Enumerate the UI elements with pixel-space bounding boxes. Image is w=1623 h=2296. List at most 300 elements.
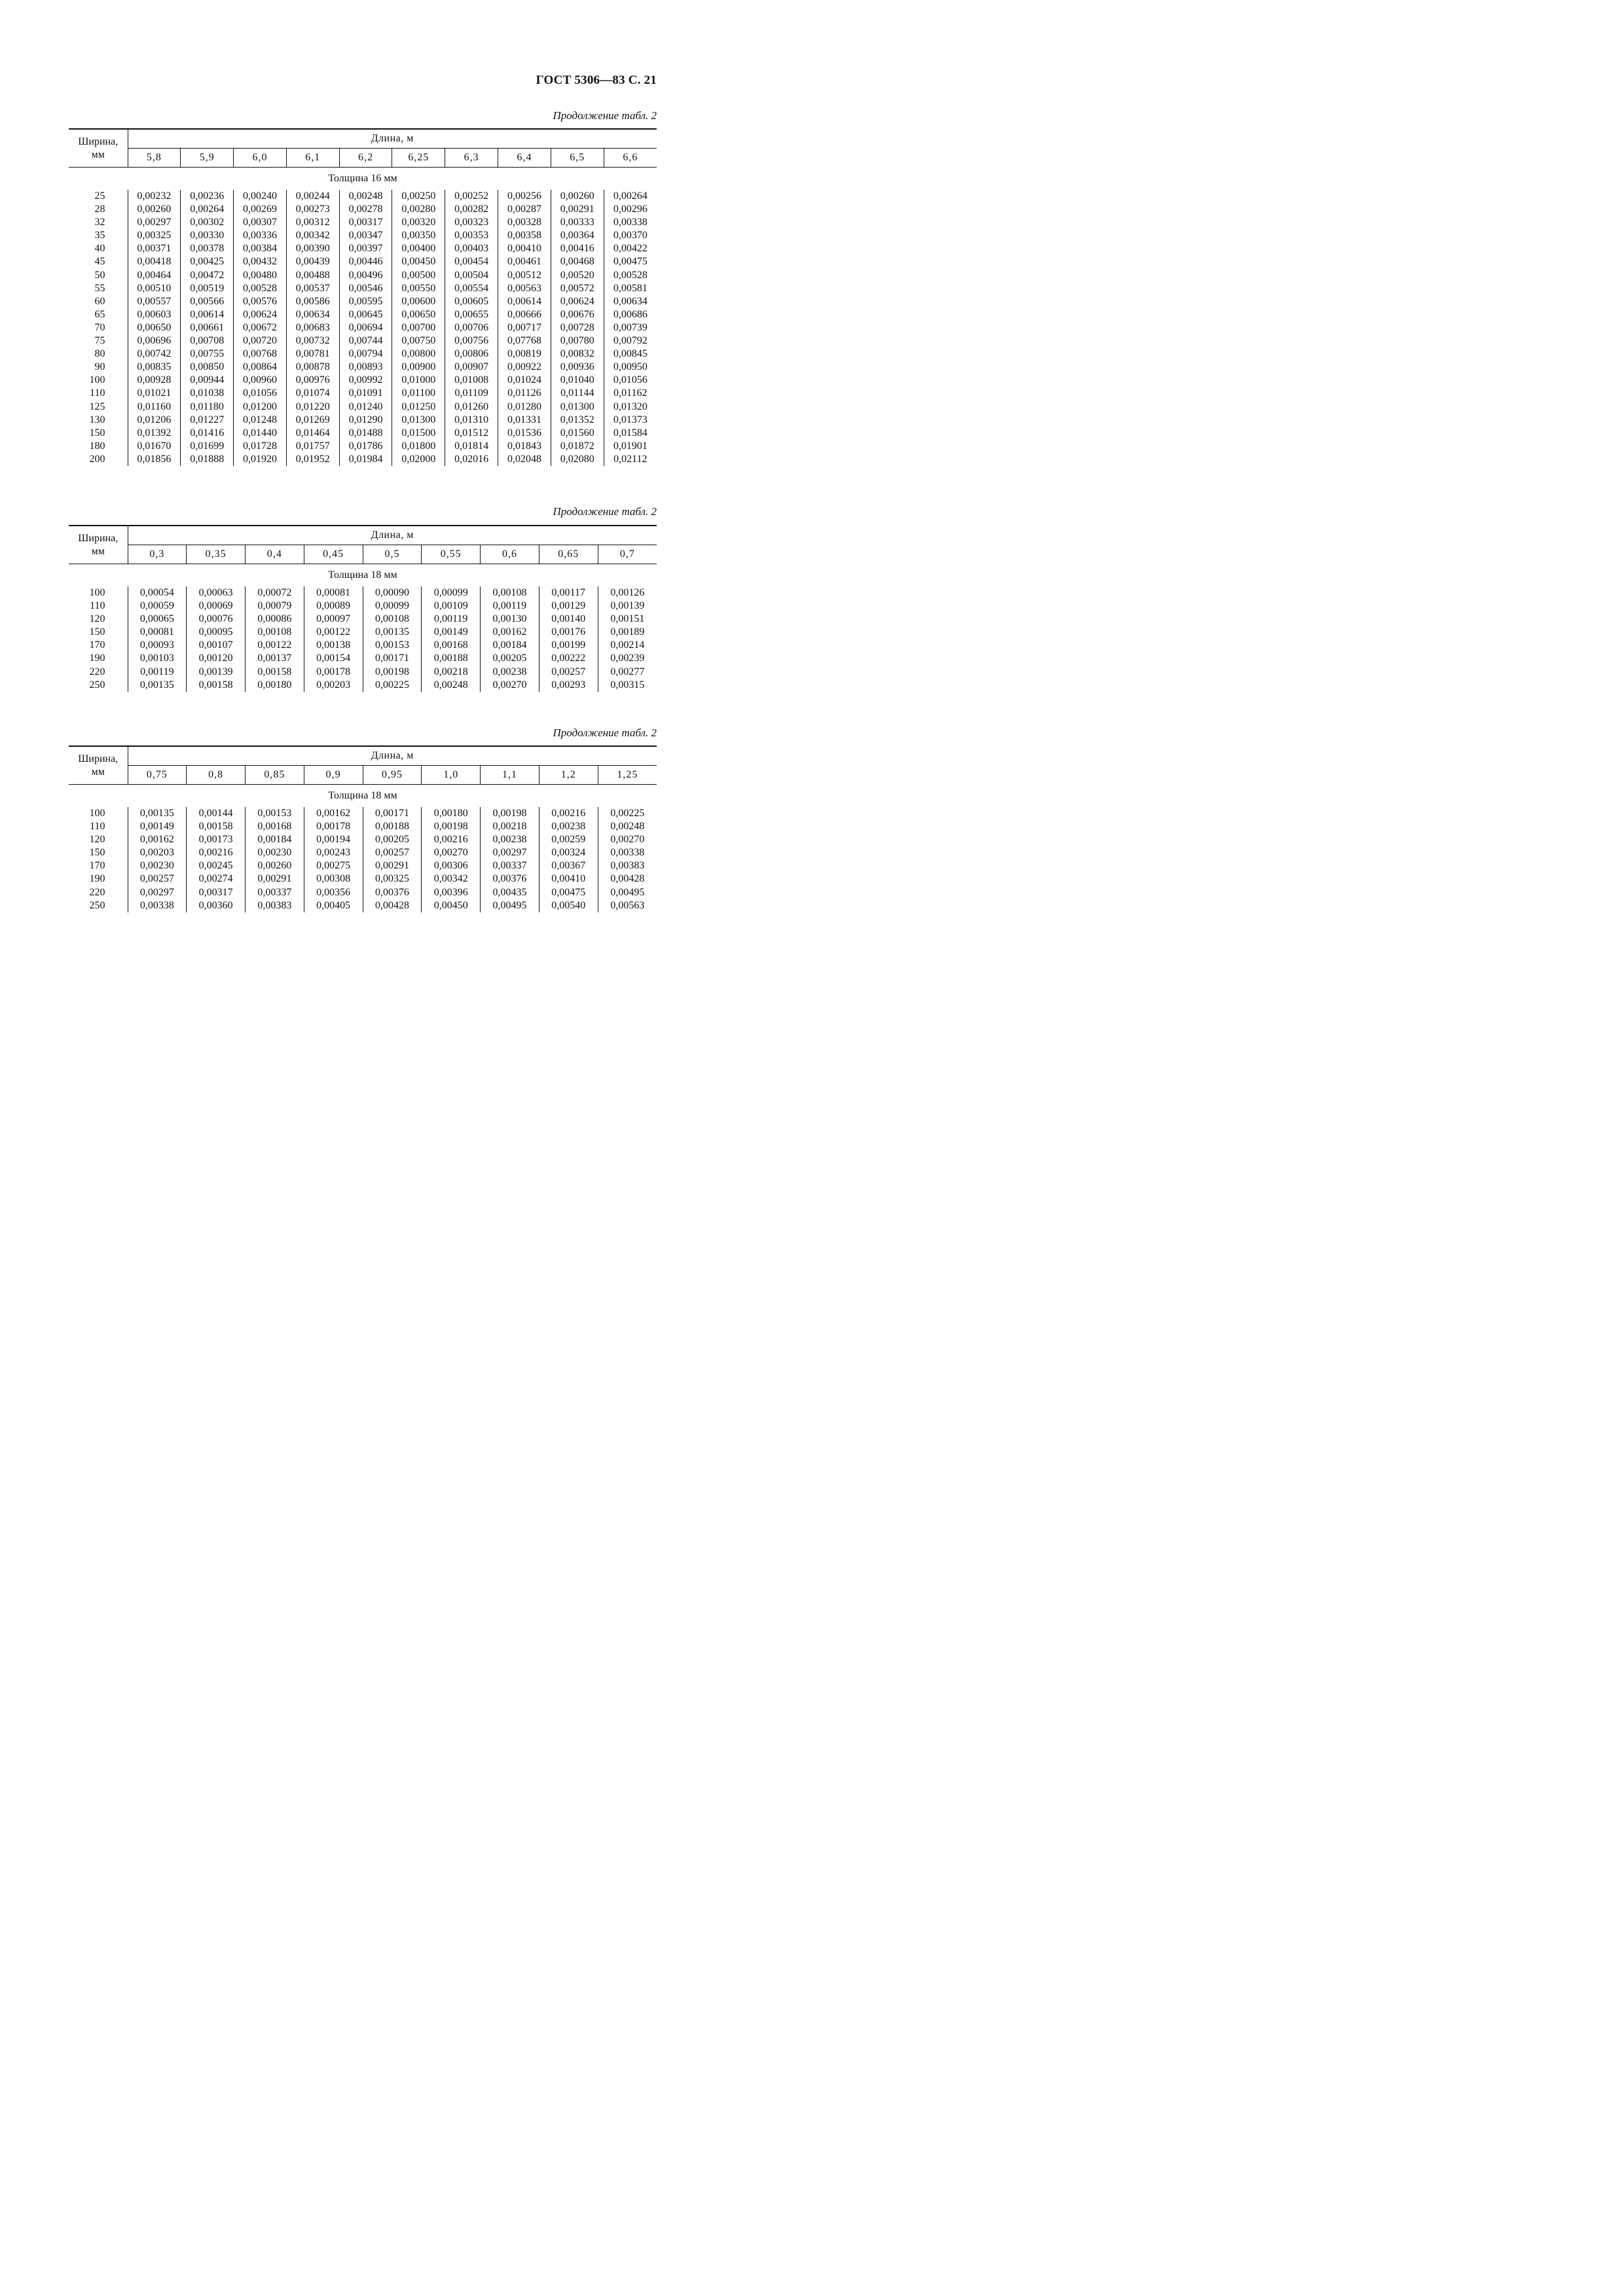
table-cell: 0,01856 [137, 453, 172, 465]
width-value: 100 [89, 808, 105, 819]
length-value: 6,2 [339, 149, 392, 168]
table-cell: 0,00218 [433, 666, 468, 677]
width-value: 65 [94, 308, 105, 320]
table-cell: 0,00270 [433, 847, 468, 859]
table-cell: 0,01984 [348, 453, 383, 465]
table-cell: 0,00252 [454, 190, 489, 202]
table-cell: 0,00259 [551, 834, 586, 846]
table-cell: 0,00153 [374, 639, 409, 651]
table-cell: 0,00325 [374, 873, 409, 885]
width-value: 120 [89, 834, 105, 846]
width-column [69, 807, 128, 912]
table-cell: 0,00256 [507, 190, 541, 202]
table-cell: 0,00168 [433, 639, 468, 651]
value-column [363, 586, 422, 692]
table-cell: 0,00676 [560, 308, 594, 320]
table-cell: 0,00907 [454, 361, 489, 373]
table-cell: 0,01757 [295, 440, 330, 452]
table-cell: 0,00240 [242, 190, 277, 202]
value-column [551, 190, 604, 466]
table-cell: 0,00122 [257, 639, 292, 651]
table-cell: 0,00425 [190, 256, 225, 268]
table-cell: 0,00756 [454, 335, 489, 347]
table-cell: 0,00454 [454, 256, 489, 268]
length-value: 0,45 [304, 545, 363, 564]
table-cell: 0,02080 [560, 453, 594, 465]
table-cell: 0,00063 [198, 587, 233, 598]
table-cell: 0,00405 [316, 899, 351, 911]
table-cell: 0,00151 [610, 613, 645, 625]
table-cell: 0,00367 [551, 860, 586, 872]
table-cell: 0,00297 [137, 217, 172, 228]
table-cell: 0,00845 [613, 348, 647, 360]
table-cell: 0,00376 [374, 886, 409, 898]
data-table [69, 745, 657, 912]
table-cell: 0,01040 [560, 374, 594, 386]
table-cell: 0,00119 [434, 613, 468, 625]
table-cell: 0,00439 [295, 256, 330, 268]
width-value: 150 [89, 626, 105, 638]
table-cell: 0,00171 [374, 653, 409, 664]
table-cell: 0,01728 [242, 440, 277, 452]
table-cell: 0,00324 [551, 847, 586, 859]
table-cell: 0,00732 [295, 335, 330, 347]
table-cell: 0,01008 [454, 374, 489, 386]
table-cell: 0,00198 [492, 808, 527, 819]
thickness-label: Толщина 18 мм [328, 790, 397, 801]
thickness-label: Толщина 16 мм [328, 173, 397, 184]
table-cell: 0,00519 [190, 282, 225, 294]
length-value: 0,75 [128, 766, 187, 785]
table-cell: 0,00960 [242, 374, 277, 386]
width-value: 180 [89, 440, 105, 452]
table-cell: 0,01488 [348, 427, 383, 439]
width-column [69, 190, 128, 466]
table-cell: 0,00277 [610, 666, 645, 677]
table-cell: 0,00250 [401, 190, 436, 202]
table-cell: 0,00390 [295, 243, 330, 255]
width-value: 28 [94, 204, 105, 215]
table-cell: 0,00109 [433, 600, 468, 612]
width-value: 40 [94, 243, 105, 255]
table-cell: 0,00126 [610, 587, 645, 598]
width-value: 75 [94, 335, 105, 347]
table-cell: 0,00832 [560, 348, 594, 360]
value-column [539, 586, 598, 692]
table-cell: 0,00081 [139, 626, 174, 638]
value-column [304, 807, 363, 912]
table-cell: 0,00356 [316, 886, 351, 898]
table-cell: 0,00260 [560, 190, 594, 202]
table-cell: 0,00184 [492, 639, 527, 651]
table-cell: 0,01392 [137, 427, 172, 439]
table-cell: 0,00171 [374, 808, 409, 819]
table-cell: 0,00396 [433, 886, 468, 898]
table-cell: 0,00347 [348, 230, 383, 242]
table-cell: 0,00358 [507, 230, 541, 242]
table-cell: 0,00600 [401, 295, 436, 307]
table-cell: 0,00274 [198, 873, 233, 885]
table-cell: 0,01000 [401, 374, 436, 386]
width-value: 220 [89, 886, 105, 898]
value-column [128, 807, 187, 912]
table-cell: 0,00291 [257, 873, 292, 885]
length-value: 6,1 [286, 149, 339, 168]
table-cell: 0,00280 [401, 204, 436, 215]
table-cell: 0,00537 [295, 282, 330, 294]
table-cell: 0,00333 [560, 217, 594, 228]
width-value: 190 [89, 653, 105, 664]
table-cell: 0,00260 [257, 860, 292, 872]
table-cell: 0,00706 [454, 321, 489, 333]
table-cell: 0,00475 [551, 886, 586, 898]
table-cell: 0,00428 [610, 873, 645, 885]
table-cell: 0,00238 [492, 666, 527, 677]
table-cell: 0,00103 [139, 653, 174, 664]
table-cell: 0,00418 [137, 256, 172, 268]
table-cell: 0,00203 [316, 679, 351, 691]
width-value: 190 [89, 873, 105, 885]
table-cell: 0,00554 [454, 282, 489, 294]
table-cell: 0,01240 [348, 401, 383, 412]
table-body-row [69, 190, 657, 466]
table-cell: 0,00198 [433, 821, 468, 833]
table-cell: 0,00238 [492, 834, 527, 846]
table-cell: 0,00928 [137, 374, 172, 386]
table-cell: 0,00384 [242, 243, 277, 255]
table-cell: 0,00244 [295, 190, 330, 202]
table-cell: 0,00603 [137, 308, 172, 320]
continuation-note-2: Продолжение табл. 2 [553, 505, 657, 518]
table-cell: 0,00072 [257, 587, 292, 598]
table-cell: 0,00135 [374, 626, 409, 638]
value-column [181, 190, 234, 466]
table-cell: 0,00666 [507, 308, 541, 320]
width-value: 90 [94, 361, 105, 373]
table-cell: 0,00218 [492, 821, 527, 833]
table-cell: 0,00139 [610, 600, 645, 612]
value-column [363, 807, 422, 912]
table-cell: 0,01056 [242, 387, 277, 399]
table-cell: 0,01056 [613, 374, 647, 386]
table-cell: 0,01464 [295, 427, 330, 439]
table-cell: 0,02048 [507, 453, 541, 465]
table-cell: 0,00661 [190, 321, 225, 333]
table-cell: 0,00203 [139, 847, 174, 859]
value-column [498, 190, 551, 466]
table-cell: 0,00260 [137, 204, 172, 215]
length-value: 1,1 [481, 766, 539, 785]
table-cell: 0,00162 [316, 808, 351, 819]
table-cell: 0,00081 [316, 587, 351, 598]
table-cell: 0,00432 [242, 256, 277, 268]
width-value: 200 [89, 453, 105, 465]
table-cell: 0,00236 [190, 190, 225, 202]
table-cell: 0,00605 [454, 295, 489, 307]
table-cell: 0,00178 [316, 666, 351, 677]
data-table [69, 128, 657, 466]
length-value: 0,55 [422, 545, 481, 564]
page-header-title: ГОСТ 5306—83 С. 21 [536, 73, 657, 87]
width-value: 80 [94, 348, 105, 360]
table-cell: 0,00700 [401, 321, 436, 333]
table-cell: 0,00768 [242, 348, 277, 360]
table-cell: 0,00468 [560, 256, 594, 268]
table-cell: 0,01536 [507, 427, 541, 439]
width-header: Ширина, мм [69, 526, 128, 564]
table-cell: 0,01290 [348, 414, 383, 425]
table-cell: 0,00330 [190, 230, 225, 242]
table-cell: 0,00093 [139, 639, 174, 651]
table-cell: 0,00672 [242, 321, 277, 333]
length-header: Длина, м [128, 526, 657, 545]
table-cell: 0,01160 [137, 401, 172, 412]
table-cell: 0,00230 [139, 860, 174, 872]
width-value: 170 [89, 639, 105, 651]
table-cell: 0,00059 [139, 600, 174, 612]
table-cell: 0,00257 [374, 847, 409, 859]
value-column [481, 807, 539, 912]
table-cell: 0,00461 [507, 256, 541, 268]
table-cell: 0,00472 [190, 269, 225, 281]
width-value: 70 [94, 321, 105, 333]
width-value: 45 [94, 256, 105, 268]
table-cell: 0,00397 [348, 243, 383, 255]
value-column [422, 586, 481, 692]
table-cell: 0,01699 [190, 440, 225, 452]
length-value: 0,4 [246, 545, 304, 564]
table-cell: 0,00378 [190, 243, 225, 255]
table-cell: 0,00512 [507, 269, 541, 281]
table-cell: 0,00566 [190, 295, 225, 307]
table-cell: 0,00338 [139, 899, 174, 911]
table-cell: 0,00435 [492, 886, 527, 898]
length-header: Длина, м [128, 746, 657, 766]
table-cell: 0,00328 [507, 217, 541, 228]
table-cell: 0,00293 [551, 679, 586, 691]
table-cell: 0,01416 [190, 427, 225, 439]
table-cell: 0,00199 [551, 639, 586, 651]
table-cell: 0,00338 [610, 847, 645, 859]
table-cell: 0,01331 [507, 414, 541, 425]
length-value: 0,5 [363, 545, 422, 564]
table-cell: 0,00278 [348, 204, 383, 215]
table-cell: 0,00353 [454, 230, 489, 242]
length-value: 0,7 [598, 545, 657, 564]
table-cell: 0,00297 [492, 847, 527, 859]
table-cell: 0,00900 [401, 361, 436, 373]
table-cell: 0,00076 [198, 613, 233, 625]
width-value: 110 [90, 600, 105, 612]
table-cell: 0,00180 [433, 808, 468, 819]
table-cell: 0,00065 [139, 613, 174, 625]
table-cell: 0,00189 [610, 626, 645, 638]
width-value: 150 [89, 847, 105, 859]
table-cell: 0,01500 [401, 427, 436, 439]
table-cell: 0,00510 [137, 282, 172, 294]
table-cell: 0,00264 [190, 204, 225, 215]
table-cell: 0,00400 [401, 243, 436, 255]
width-value: 220 [89, 666, 105, 677]
table-cell: 0,00307 [242, 217, 277, 228]
table-cell: 0,00496 [348, 269, 383, 281]
length-value: 0,65 [539, 545, 598, 564]
table-cell: 0,00176 [551, 626, 586, 638]
table-cell: 0,00225 [374, 679, 409, 691]
table-cell: 0,00120 [198, 653, 233, 664]
table-cell: 0,00835 [137, 361, 172, 373]
length-value: 0,35 [187, 545, 246, 564]
table-cell: 0,00337 [257, 886, 292, 898]
table-2 [69, 525, 657, 692]
table-cell: 0,00383 [610, 860, 645, 872]
table-cell: 0,00450 [433, 899, 468, 911]
table-cell: 0,00086 [257, 613, 292, 625]
table-cell: 0,00225 [610, 808, 645, 819]
table-cell: 0,00291 [374, 860, 409, 872]
table-cell: 0,00624 [560, 295, 594, 307]
table-cell: 0,00264 [613, 190, 647, 202]
value-column [539, 807, 598, 912]
table-cell: 0,00079 [257, 600, 292, 612]
table-cell: 0,00403 [454, 243, 489, 255]
table-cell: 0,01512 [454, 427, 489, 439]
table-cell: 0,00563 [610, 899, 645, 911]
table-body-row [69, 586, 657, 692]
table-cell: 0,00780 [560, 335, 594, 347]
value-column [422, 807, 481, 912]
table-cell: 0,00337 [492, 860, 527, 872]
continuation-note-1: Продолжение табл. 2 [553, 109, 657, 122]
width-value: 100 [89, 587, 105, 598]
value-column [339, 190, 392, 466]
table-cell: 0,00950 [613, 361, 647, 373]
table-cell: 0,00792 [613, 335, 647, 347]
table-cell: 0,00312 [295, 217, 330, 228]
table-cell: 0,00475 [613, 256, 647, 268]
length-value: 6,25 [392, 149, 445, 168]
table-cell: 0,00168 [257, 821, 292, 833]
table-cell: 0,01872 [560, 440, 594, 452]
table-cell: 0,00370 [613, 230, 647, 242]
table-cell: 0,00893 [348, 361, 383, 373]
value-column [128, 586, 187, 692]
width-value: 100 [89, 374, 105, 386]
table-cell: 0,00137 [257, 653, 292, 664]
table-cell: 0,00819 [507, 348, 541, 360]
table-cell: 0,00205 [492, 653, 527, 664]
table-cell: 0,01814 [454, 440, 489, 452]
table-cell: 0,00495 [610, 886, 645, 898]
table-cell: 0,01091 [348, 387, 383, 399]
table-cell: 0,00198 [374, 666, 409, 677]
table-cell: 0,01200 [242, 401, 277, 412]
table-cell: 0,00683 [295, 321, 330, 333]
length-header: Длина, м [128, 129, 657, 149]
table-cell: 0,00257 [139, 873, 174, 885]
table-cell: 0,00794 [348, 348, 383, 360]
table-cell: 0,00540 [551, 899, 586, 911]
width-header: Ширина, мм [69, 129, 128, 168]
width-value: 50 [94, 269, 105, 281]
table-cell: 0,01901 [613, 440, 647, 452]
table-cell: 0,00376 [492, 873, 527, 885]
table-cell: 0,00282 [454, 204, 489, 215]
table-cell: 0,00614 [507, 295, 541, 307]
table-cell: 0,00108 [492, 587, 527, 598]
table-cell: 0,01310 [454, 414, 489, 425]
table-cell: 0,00296 [613, 204, 647, 215]
table-cell: 0,00645 [348, 308, 383, 320]
table-cell: 0,00650 [401, 308, 436, 320]
length-value: 6,4 [498, 149, 551, 168]
table-cell: 0,01269 [295, 414, 330, 425]
table-cell: 0,00097 [316, 613, 351, 625]
table-cell: 0,00302 [190, 217, 225, 228]
length-value: 6,3 [445, 149, 498, 168]
table-cell: 0,00257 [551, 666, 586, 677]
value-column [246, 807, 304, 912]
table-cell: 0,00089 [316, 600, 351, 612]
table-cell: 0,00158 [257, 666, 292, 677]
table-cell: 0,00149 [433, 626, 468, 638]
table-cell: 0,00230 [257, 847, 292, 859]
table-cell: 0,00410 [551, 873, 586, 885]
table-cell: 0,00800 [401, 348, 436, 360]
length-value: 5,8 [128, 149, 181, 168]
length-value: 1,2 [539, 766, 598, 785]
width-value: 130 [89, 414, 105, 425]
width-value: 55 [94, 282, 105, 294]
table-cell: 0,00850 [190, 361, 225, 373]
length-value: 0,6 [481, 545, 539, 564]
length-value: 6,6 [604, 149, 657, 168]
table-cell: 0,01180 [190, 401, 224, 412]
value-column [128, 190, 181, 466]
table-cell: 0,00205 [374, 834, 409, 846]
table-cell: 0,00410 [507, 243, 541, 255]
table-cell: 0,01100 [401, 387, 436, 399]
table-cell: 0,01373 [613, 414, 647, 425]
table-1 [69, 128, 657, 466]
table-cell: 0,00708 [190, 335, 225, 347]
table-cell: 0,00371 [137, 243, 172, 255]
table-body-row [69, 807, 657, 912]
table-cell: 0,00992 [348, 374, 383, 386]
table-cell: 0,00781 [295, 348, 330, 360]
table-cell: 0,01888 [190, 453, 225, 465]
table-cell: 0,00500 [401, 269, 436, 281]
table-cell: 0,01250 [401, 401, 436, 412]
length-value: 6,5 [551, 149, 604, 168]
table-cell: 0,01584 [613, 427, 647, 439]
table-cell: 0,01144 [560, 387, 594, 399]
length-value: 1,25 [598, 766, 657, 785]
table-cell: 0,00119 [492, 600, 527, 612]
table-cell: 0,00383 [257, 899, 292, 911]
table-cell: 0,00342 [295, 230, 330, 242]
table-cell: 0,00270 [610, 834, 645, 846]
table-cell: 0,01260 [454, 401, 489, 412]
table-cell: 0,00315 [610, 679, 645, 691]
table-cell: 0,00273 [295, 204, 330, 215]
table-cell: 0,00270 [492, 679, 527, 691]
table-cell: 0,01220 [295, 401, 330, 412]
table-cell: 0,00634 [295, 308, 330, 320]
table-cell: 0,00696 [137, 335, 172, 347]
table-cell: 0,00581 [613, 282, 647, 294]
table-cell: 0,00162 [492, 626, 527, 638]
